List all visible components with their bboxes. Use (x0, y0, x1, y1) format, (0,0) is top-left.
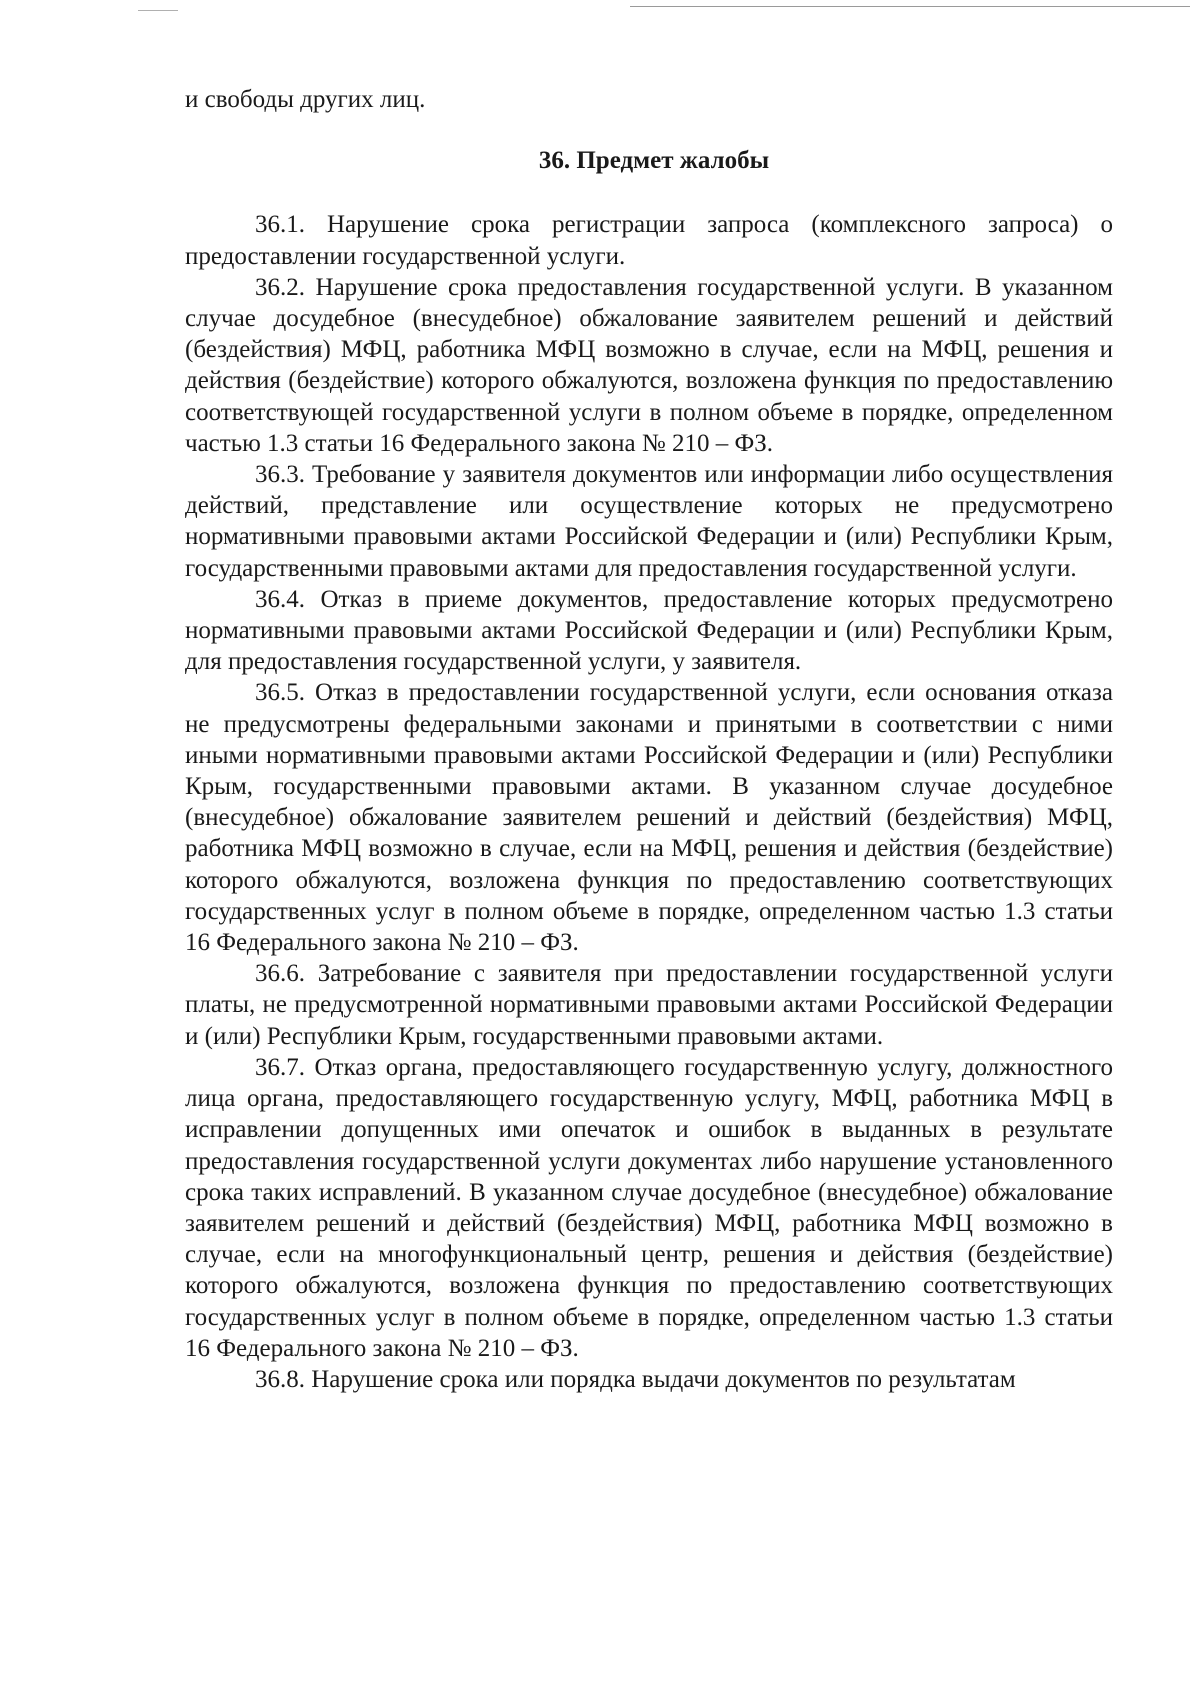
paragraph-36-1: 36.1. Нарушение срока регистрации запроса (комплексного запроса) о предоставлении государственной услуги. (185, 211, 1113, 270)
paragraph-36-5: 36.5. Отказ в предоставлении государственной услуги, если основания отказа не предусмотрены федеральными законами и принятыми в соответствии с ними иными нормативными правовыми актами Российской Федерации и (или) Республики Крым, государственными правовыми актами. В указанном случае досудебное (внесудебное) обжалование заявителем решений и действий (бездействия) МФЦ, работника МФЦ возможно в случае, если на МФЦ, решения и действия (бездействие) которого обжалуются, возложена функция по предоставлению соответствующих государственных услуг в полном объеме в порядке, определенном частью 1.3 статьи 16 Федерального закона № 210 – ФЗ. (185, 679, 1113, 957)
section-heading: 36. Предмет жалобы (538, 147, 770, 175)
scan-edge-mark (138, 10, 178, 11)
continuation-text: и свободы других лиц. (185, 86, 426, 113)
paragraph-36-8: 36.8. Нарушение срока или порядка выдачи документов по результатам (255, 1365, 1016, 1393)
paragraph-36-6: 36.6. Затребование с заявителя при предоставлении государственной услуги платы, не предусмотренной нормативными правовыми актами Российской Федерации и (или) Республики Крым, государственными правовыми актами. (185, 960, 1113, 1050)
paragraph-36-7: 36.7. Отказ органа, предоставляющего государственную услугу, должностного лица органа, предоставляющего государственную услугу, МФЦ, работника МФЦ в исправлении допущенных ими опечаток и ошибок в выданных в результате предоставления государственной услуги документах либо нарушение установленного срока таких исправлений. В указанном случае досудебное (внесудебное) обжалование заявителем решений и действий (бездействия) МФЦ, работника МФЦ возможно в случае, если на многофункциональный центр, решения и действия (бездействие) которого обжалуются, возложена функция по предоставлению соответствующих государственных услуг в полном объеме в порядке, определенном частью 1.3 статьи 16 Федерального закона № 210 – ФЗ. (185, 1053, 1113, 1362)
document-page (185, 84, 1113, 1395)
paragraph-36-2: 36.2. Нарушение срока предоставления государственной услуги. В указанном случае досудебное (внесудебное) обжалование заявителем решений и действий (бездействия) МФЦ, работника МФЦ возможно в случае, если на МФЦ, решения и действия (бездействие) которого обжалуются, возложена функция по предоставлению соответствующей государственной услуги в полном объеме в порядке, определенном частью 1.3 статьи 16 Федерального закона № 210 – ФЗ. (185, 273, 1113, 457)
paragraph-36-3: 36.3. Требование у заявителя документов или информации либо осуществления действий, представление или осуществление которых не предусмотрено нормативными правовыми актами Российской Федерации и (или) Республики Крым, государственными правовыми актами для предоставления государственной услуги. (185, 461, 1113, 582)
paragraph-36-4: 36.4. Отказ в приеме документов, предоставление которых предусмотрено нормативными правовыми актами Российской Федерации и (или) Республики Крым, для предоставления государственной услуги, у заявителя. (185, 585, 1113, 676)
scan-edge-line (630, 6, 1190, 7)
